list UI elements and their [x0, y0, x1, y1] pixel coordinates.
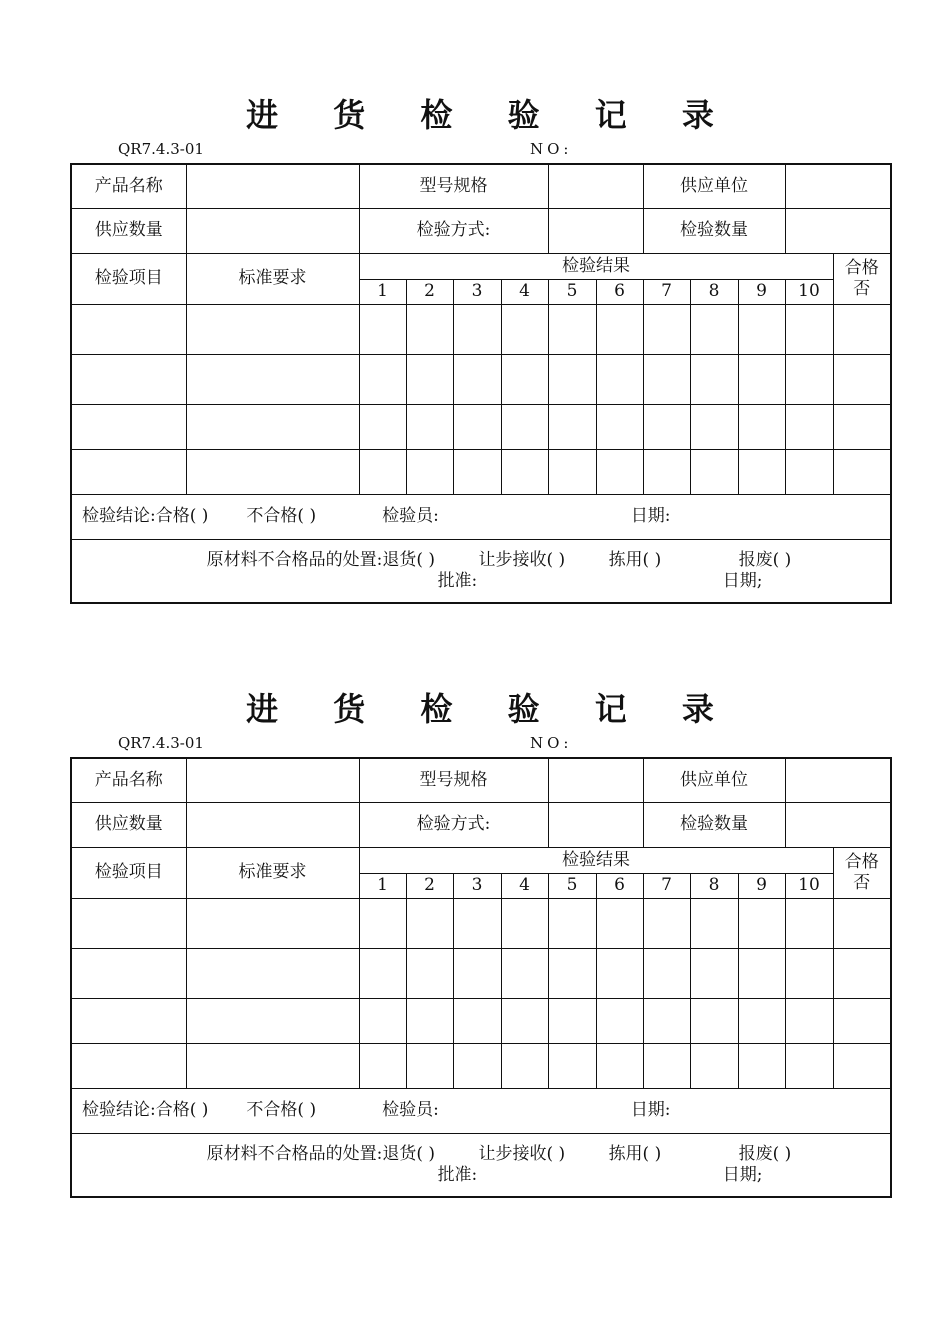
result-cell[interactable]: [548, 948, 596, 998]
pass-header-line1: 合格: [844, 852, 879, 873]
result-cell[interactable]: [453, 948, 501, 998]
result-cell[interactable]: [596, 1043, 643, 1088]
pass-cell[interactable]: [833, 304, 891, 354]
fail-checkbox[interactable]: 不合格( ): [246, 506, 317, 527]
result-cell[interactable]: [501, 998, 548, 1043]
result-cell[interactable]: [548, 354, 596, 404]
product-name-field[interactable]: [186, 758, 359, 802]
standard-cell[interactable]: [186, 354, 359, 404]
result-cell[interactable]: [453, 304, 501, 354]
result-cell[interactable]: [359, 404, 406, 449]
result-cell[interactable]: [359, 898, 406, 948]
result-cell[interactable]: [738, 948, 785, 998]
result-cell[interactable]: [548, 404, 596, 449]
result-cell[interactable]: [501, 304, 548, 354]
date-label: 日期:: [630, 1100, 671, 1121]
result-cell[interactable]: [738, 354, 785, 404]
result-col-6: 6: [596, 279, 643, 304]
inspect-qty-field[interactable]: [785, 802, 891, 847]
result-cell[interactable]: [738, 1043, 785, 1088]
supply-qty-field[interactable]: [186, 802, 359, 847]
result-cell[interactable]: [453, 404, 501, 449]
result-cell[interactable]: [738, 898, 785, 948]
result-cell[interactable]: [785, 449, 833, 494]
result-col-9: 9: [738, 873, 785, 898]
result-cell[interactable]: [690, 998, 738, 1043]
inspect-item-header: 检验项目: [71, 847, 186, 898]
table-row: [71, 1043, 891, 1088]
disposal-row: [71, 539, 891, 603]
result-cell[interactable]: [738, 998, 785, 1043]
result-cell[interactable]: [453, 449, 501, 494]
item-cell[interactable]: [71, 354, 186, 404]
result-cell[interactable]: [406, 1043, 453, 1088]
inspection-table: [70, 163, 892, 604]
result-cell[interactable]: [785, 998, 833, 1043]
pass-header: [833, 253, 891, 304]
result-col-2: 2: [406, 873, 453, 898]
pass-checkbox[interactable]: 合格( ): [155, 506, 209, 527]
result-col-8: 8: [690, 279, 738, 304]
result-cell[interactable]: [738, 304, 785, 354]
disposal-return[interactable]: 原材料不合格品的处置:退货( ): [206, 550, 436, 571]
conclusion-row: [71, 494, 891, 539]
result-cell[interactable]: [690, 449, 738, 494]
standard-cell[interactable]: [186, 1043, 359, 1088]
pass-cell[interactable]: [833, 898, 891, 948]
disposal-concession[interactable]: 让步接收( ): [478, 1144, 566, 1165]
result-cell[interactable]: [785, 1043, 833, 1088]
item-cell[interactable]: [71, 898, 186, 948]
result-cell[interactable]: [548, 898, 596, 948]
supply-qty-label: 供应数量: [71, 208, 186, 253]
inspect-method-field[interactable]: [548, 802, 643, 847]
result-cell[interactable]: [690, 354, 738, 404]
result-cell[interactable]: [596, 304, 643, 354]
result-header: 检验结果: [359, 847, 833, 873]
form-code: QR7.4.3-01: [118, 734, 204, 752]
result-cell[interactable]: [596, 354, 643, 404]
standard-cell[interactable]: [186, 998, 359, 1043]
supplier-field[interactable]: [785, 164, 891, 208]
inspect-method-label: 检验方式:: [359, 208, 548, 253]
result-col-3: 3: [453, 279, 501, 304]
result-col-5: 5: [548, 279, 596, 304]
result-cell[interactable]: [643, 1043, 690, 1088]
result-cell[interactable]: [548, 304, 596, 354]
conclusion-row: [71, 1088, 891, 1133]
fail-checkbox[interactable]: 不合格( ): [246, 1100, 317, 1121]
product-name-label: 产品名称: [71, 758, 186, 802]
product-name-label: 产品名称: [71, 164, 186, 208]
result-cell[interactable]: [596, 898, 643, 948]
result-cell[interactable]: [643, 998, 690, 1043]
result-cell[interactable]: [643, 304, 690, 354]
table-row: [71, 354, 891, 404]
item-cell[interactable]: [71, 948, 186, 998]
result-cell[interactable]: [453, 898, 501, 948]
supply-qty-label: 供应数量: [71, 802, 186, 847]
result-cell[interactable]: [501, 354, 548, 404]
table-row: [71, 449, 891, 494]
disposal-return[interactable]: 原材料不合格品的处置:退货( ): [206, 1144, 436, 1165]
inspect-qty-label: 检验数量: [643, 802, 785, 847]
approve-label: 批准:: [437, 1164, 478, 1185]
pass-header-line2: 否: [853, 278, 871, 299]
result-cell[interactable]: [501, 1043, 548, 1088]
standard-header: 标准要求: [186, 847, 359, 898]
inspector-label: 检验员:: [382, 1100, 439, 1121]
item-cell[interactable]: [71, 1043, 186, 1088]
table-row: [71, 404, 891, 449]
result-cell[interactable]: [785, 948, 833, 998]
standard-cell[interactable]: [186, 948, 359, 998]
result-cell[interactable]: [690, 948, 738, 998]
result-cell[interactable]: [453, 998, 501, 1043]
standard-cell[interactable]: [186, 449, 359, 494]
result-col-7: 7: [643, 873, 690, 898]
conclusion-label: 检验结论:: [82, 506, 156, 527]
result-cell[interactable]: [596, 998, 643, 1043]
result-cell[interactable]: [548, 1043, 596, 1088]
result-cell[interactable]: [359, 1043, 406, 1088]
result-cell[interactable]: [690, 1043, 738, 1088]
standard-header: 标准要求: [186, 253, 359, 304]
result-cell[interactable]: [596, 948, 643, 998]
result-cell[interactable]: [406, 948, 453, 998]
result-cell[interactable]: [690, 304, 738, 354]
result-cell[interactable]: [453, 354, 501, 404]
pass-cell[interactable]: [833, 948, 891, 998]
result-cell[interactable]: [738, 449, 785, 494]
result-col-10: 10: [785, 873, 833, 898]
pass-header-line1: 合格: [844, 258, 879, 279]
model-spec-field[interactable]: [548, 758, 643, 802]
result-cell[interactable]: [453, 1043, 501, 1088]
result-header: 检验结果: [359, 253, 833, 279]
standard-cell[interactable]: [186, 304, 359, 354]
form-number-label: NO:: [530, 140, 573, 158]
result-cell[interactable]: [359, 304, 406, 354]
item-cell[interactable]: [71, 998, 186, 1043]
pass-checkbox[interactable]: 合格( ): [155, 1100, 209, 1121]
result-cell[interactable]: [785, 304, 833, 354]
form-code: QR7.4.3-01: [118, 140, 204, 158]
result-cell[interactable]: [643, 354, 690, 404]
supplier-label: 供应单位: [680, 176, 748, 197]
supplier-label: 供应单位: [680, 770, 748, 791]
result-col-2: 2: [406, 279, 453, 304]
standard-cell[interactable]: [186, 404, 359, 449]
approve-date-label: 日期;: [722, 570, 763, 591]
result-cell[interactable]: [501, 449, 548, 494]
result-col-1: 1: [359, 279, 406, 304]
pass-cell[interactable]: [833, 998, 891, 1043]
table-row: [71, 304, 891, 354]
result-col-6: 6: [596, 873, 643, 898]
result-col-4: 4: [501, 279, 548, 304]
item-cell[interactable]: [71, 404, 186, 449]
result-col-1: 1: [359, 873, 406, 898]
result-col-3: 3: [453, 873, 501, 898]
result-col-9: 9: [738, 279, 785, 304]
item-cell[interactable]: [71, 304, 186, 354]
result-cell[interactable]: [406, 898, 453, 948]
result-cell[interactable]: [785, 404, 833, 449]
result-col-10: 10: [785, 279, 833, 304]
result-cell[interactable]: [643, 404, 690, 449]
result-cell[interactable]: [359, 354, 406, 404]
inspect-method-label: 检验方式:: [359, 802, 548, 847]
conclusion-label: 检验结论:: [82, 1100, 156, 1121]
result-cell[interactable]: [643, 898, 690, 948]
inspect-qty-field[interactable]: [785, 208, 891, 253]
result-cell[interactable]: [785, 354, 833, 404]
disposal-concession[interactable]: 让步接收( ): [478, 550, 566, 571]
result-cell[interactable]: [690, 404, 738, 449]
pass-cell[interactable]: [833, 1043, 891, 1088]
result-cell[interactable]: [596, 404, 643, 449]
form-number-label: NO:: [530, 734, 573, 752]
inspect-qty-label: 检验数量: [643, 208, 785, 253]
result-cell[interactable]: [548, 449, 596, 494]
result-cell[interactable]: [643, 449, 690, 494]
table-row: [71, 898, 891, 948]
result-cell[interactable]: [501, 948, 548, 998]
table-row: [71, 998, 891, 1043]
inspector-label: 检验员:: [382, 506, 439, 527]
result-cell[interactable]: [690, 898, 738, 948]
item-cell[interactable]: [71, 449, 186, 494]
pass-header-line2: 否: [853, 872, 871, 893]
result-cell[interactable]: [596, 449, 643, 494]
model-spec-label: 型号规格: [359, 758, 548, 802]
form-title: 进 货 检 验 记 录: [246, 690, 736, 728]
pass-cell[interactable]: [833, 404, 891, 449]
result-cell[interactable]: [643, 948, 690, 998]
result-cell[interactable]: [359, 998, 406, 1043]
standard-cell[interactable]: [186, 898, 359, 948]
approve-label: 批准:: [437, 570, 478, 591]
result-cell[interactable]: [359, 449, 406, 494]
model-spec-field[interactable]: [548, 164, 643, 208]
pass-header: [833, 847, 891, 898]
inspect-item-header: 检验项目: [71, 253, 186, 304]
inspection-table: [70, 757, 892, 1198]
supplier-cell: [643, 758, 785, 802]
pass-cell[interactable]: [833, 354, 891, 404]
disposal-pick[interactable]: 拣用( ): [608, 550, 662, 571]
form-title: 进 货 检 验 记 录: [246, 96, 736, 134]
supplier-cell: [643, 164, 785, 208]
result-cell[interactable]: [406, 449, 453, 494]
result-cell[interactable]: [406, 354, 453, 404]
result-cell[interactable]: [785, 898, 833, 948]
date-label: 日期:: [630, 506, 671, 527]
disposal-scrap[interactable]: 报废( ): [738, 550, 792, 571]
result-cell[interactable]: [501, 898, 548, 948]
approve-date-label: 日期;: [722, 1164, 763, 1185]
result-col-5: 5: [548, 873, 596, 898]
result-cell[interactable]: [406, 998, 453, 1043]
inspect-method-field[interactable]: [548, 208, 643, 253]
result-cell[interactable]: [501, 404, 548, 449]
result-cell[interactable]: [406, 404, 453, 449]
disposal-pick[interactable]: 拣用( ): [608, 1144, 662, 1165]
result-col-7: 7: [643, 279, 690, 304]
disposal-scrap[interactable]: 报废( ): [738, 1144, 792, 1165]
product-name-field[interactable]: [186, 164, 359, 208]
supplier-field[interactable]: [785, 758, 891, 802]
pass-cell[interactable]: [833, 449, 891, 494]
model-spec-label: 型号规格: [359, 164, 548, 208]
result-cell[interactable]: [548, 998, 596, 1043]
supply-qty-field[interactable]: [186, 208, 359, 253]
result-cell[interactable]: [406, 304, 453, 354]
result-col-4: 4: [501, 873, 548, 898]
result-cell[interactable]: [738, 404, 785, 449]
disposal-row: [71, 1133, 891, 1197]
result-col-8: 8: [690, 873, 738, 898]
table-row: [71, 948, 891, 998]
result-cell[interactable]: [359, 948, 406, 998]
